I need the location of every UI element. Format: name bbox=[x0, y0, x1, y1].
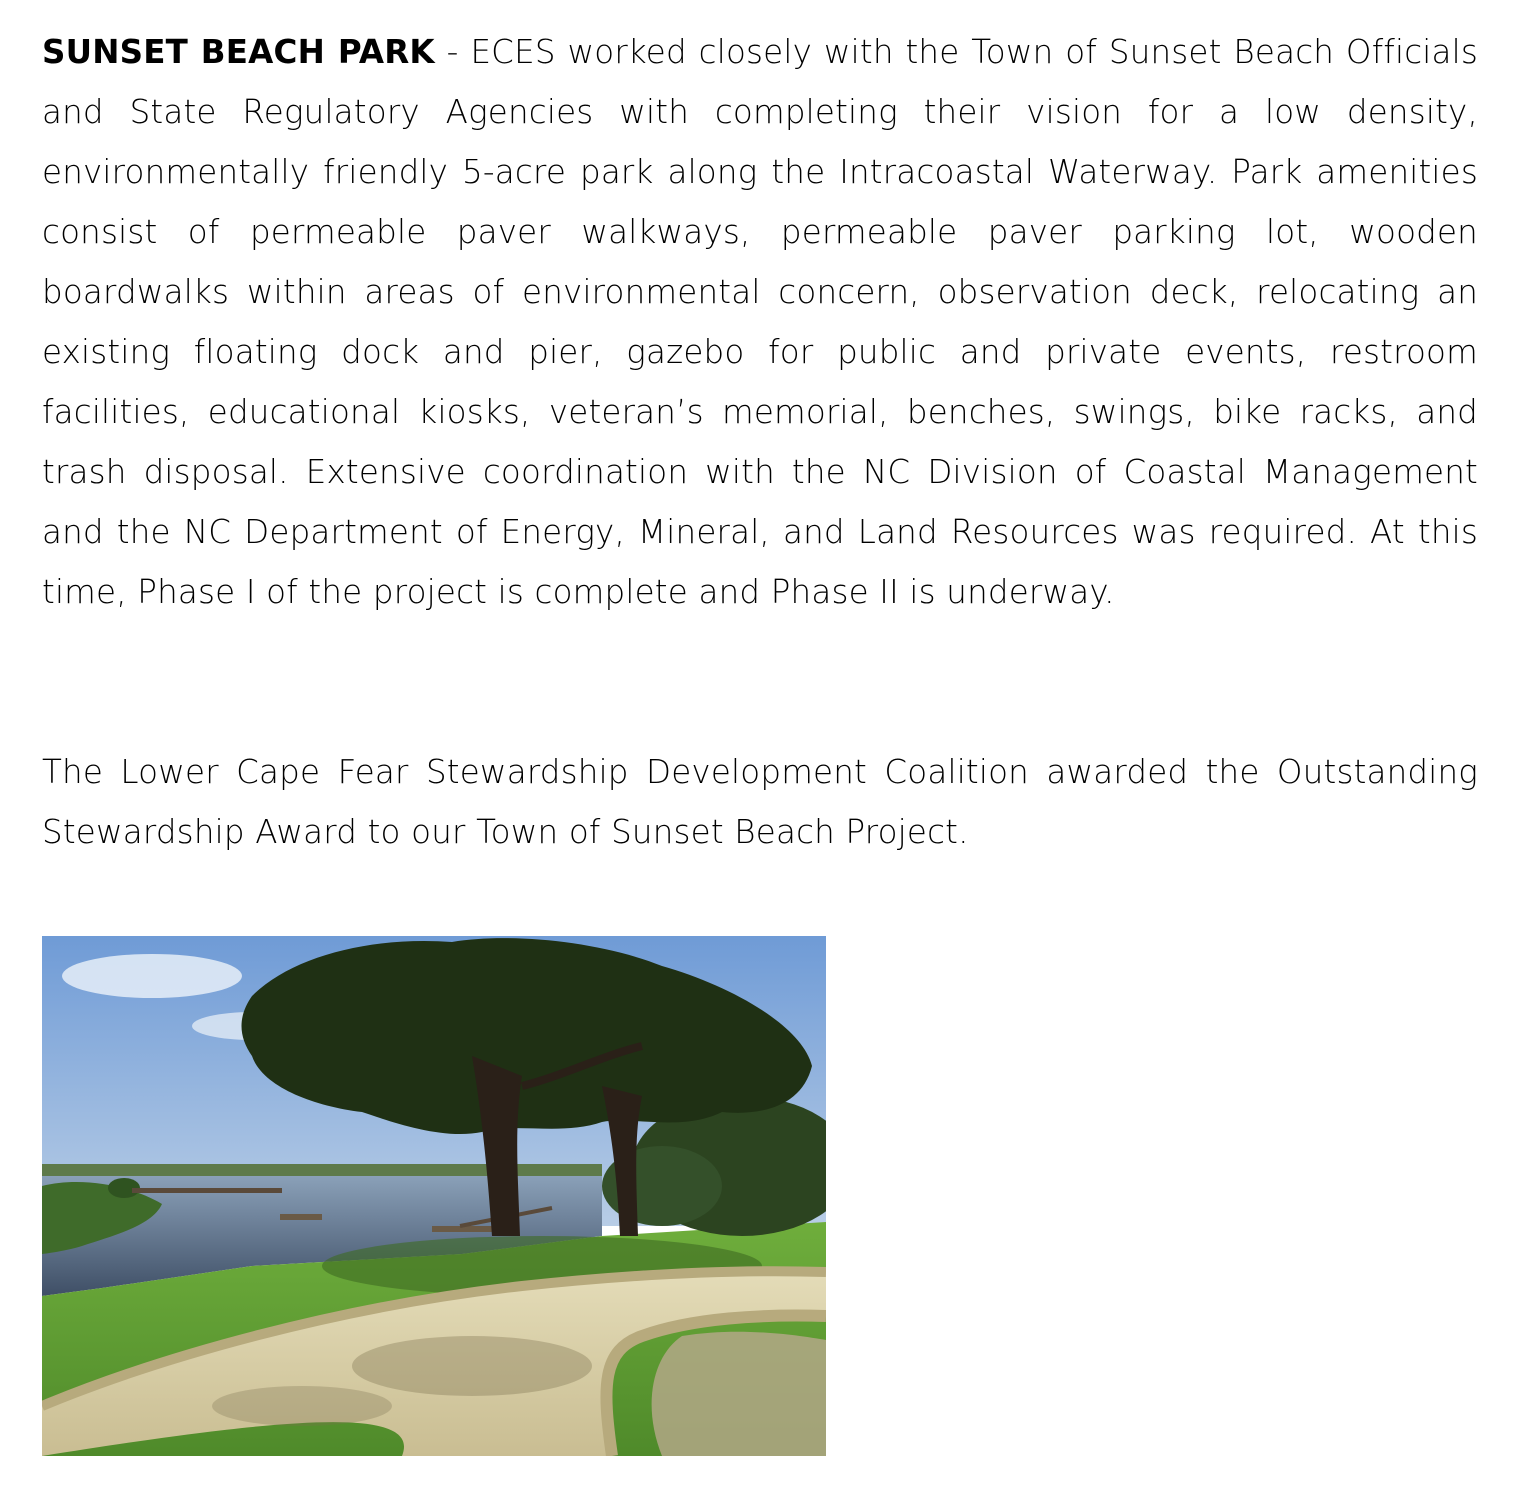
boardwalk-shade bbox=[352, 1336, 592, 1396]
boardwalk-shade bbox=[212, 1386, 392, 1426]
project-description bbox=[42, 22, 1478, 622]
floating-dock bbox=[280, 1214, 322, 1220]
cloud bbox=[62, 954, 242, 998]
park-boardwalk-photo bbox=[42, 936, 826, 1456]
far-marsh bbox=[42, 1164, 602, 1178]
document-page bbox=[42, 22, 1478, 862]
project-body: - ECES worked closely with the Town of Sunset Beach Officials and State Regulatory Agencies with completing their vision for a low density, environmentally friendly 5-acre park along the Intracoastal Waterway. Park amenities consist of permeable paver walkways, permeable paver parking lot, wooden boardwalks within areas of environmental concern, observation deck, relocating an existing floating dock and pier, gazebo for public and private events, restroom facilities, educational kiosks, veteran’s memorial, benches, swings, bike racks, and trash disposal. Extensive coordination with the NC Division of Coastal Management and the NC Department of Energy, Mineral, and Land Resources was required. At this time, Phase I of the project is complete and Phase II is underway. bbox=[42, 33, 1478, 611]
award-paragraph: The Lower Cape Fear Stewardship Development Coalition awarded the Outstanding Stewardship Award to our Town of Sunset Beach Project. bbox=[42, 753, 1478, 851]
pier bbox=[132, 1188, 282, 1193]
project-heading: SUNSET BEACH PARK bbox=[42, 33, 435, 71]
park-photo-illustration bbox=[42, 936, 826, 1456]
sand-area bbox=[652, 1332, 826, 1456]
